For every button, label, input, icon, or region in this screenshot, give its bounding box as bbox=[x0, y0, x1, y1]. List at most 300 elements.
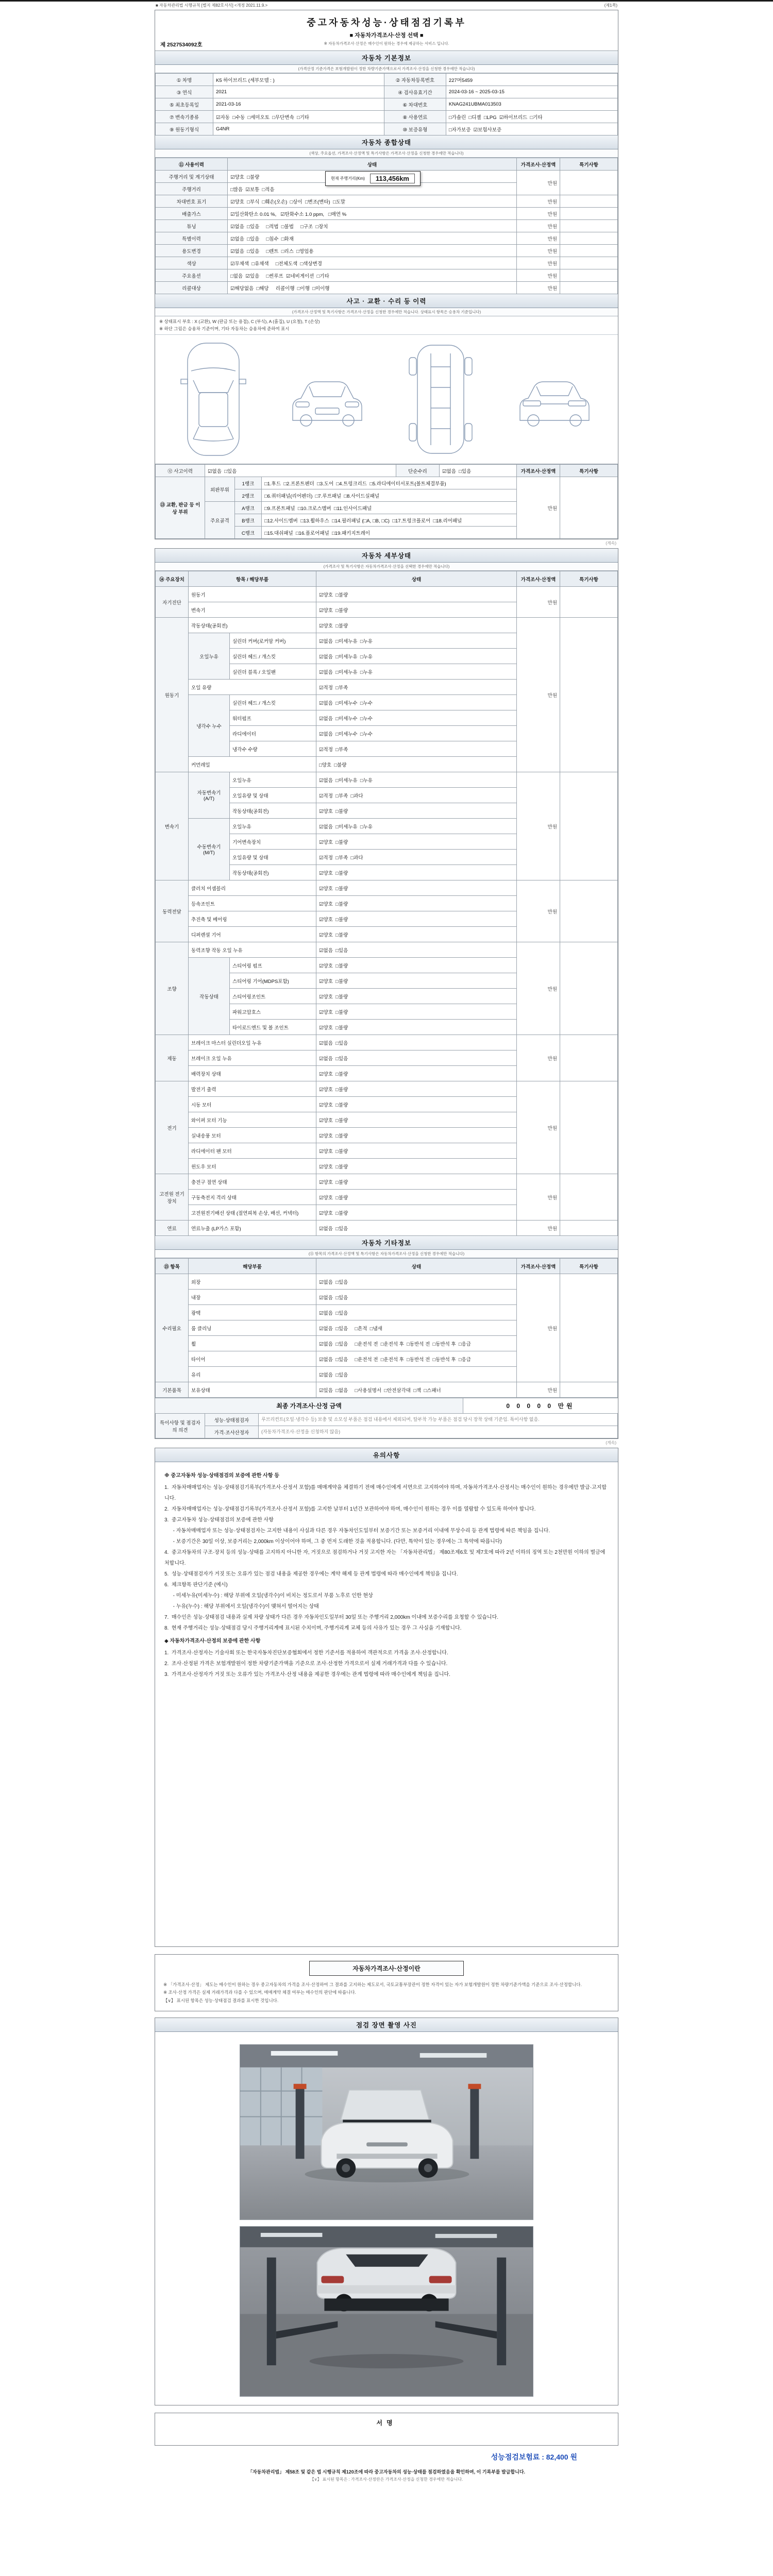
item-cell: 스티어링 펌프 bbox=[230, 958, 316, 973]
overall-row bbox=[156, 245, 618, 257]
other-table bbox=[155, 1258, 618, 1398]
state-cell: ☑양호 □불량 bbox=[316, 1097, 517, 1112]
notice-item: - 미세누유(미세누수) : 해당 부위에 오일(냉각수)이 비치는 정도로서 부품 노후로 인한 현상 bbox=[164, 1593, 373, 1599]
item-cell: 휠 bbox=[189, 1336, 316, 1351]
overall-row bbox=[156, 208, 618, 220]
state-cell: ☑해당없음 □해당 리콜이행 □이행 □미이행 bbox=[228, 282, 517, 294]
section-note-basic: (가격산정 기준가격은 보험개발원이 정한 차량기준가액으로서 가격조사·산정을 신청한 경우에만 적습니다) bbox=[155, 65, 618, 73]
note-cell bbox=[560, 1221, 618, 1236]
state-cell: ☑적정 □부족 □과다 bbox=[316, 850, 517, 865]
footer-line-1: 「자동차관리법」 제58조 및 같은 법 시행규칙 제120조에 따라 중고자동차의 성능·상태를 점검하였음을 확인하며, 이 기록부를 발급합니다. bbox=[247, 2469, 526, 2475]
item-cell: 실린더 커버(로커암 커버) bbox=[230, 633, 316, 649]
remarks-label: 특이사항 및 점검자의 의견 bbox=[156, 1414, 205, 1438]
device-cell: 원동기 bbox=[156, 618, 189, 772]
inspection-photo-1 bbox=[240, 2044, 533, 2220]
part-cell: 주요골격 bbox=[205, 502, 235, 539]
item-cell: 동력조향 작동 오일 누유 bbox=[189, 942, 316, 958]
col-price: 가격조사·산정액 bbox=[517, 158, 560, 171]
notice-item: 7. 매수인은 성능·상태점검 내용과 실제 차량 상태가 다른 경우 자동차인도일부터 30일 또는 주행거리 2,000km 이내에 보증수리를 요청할 수 있습니다. bbox=[164, 1615, 499, 1621]
item-cell: 스티어링 기어(MDPS포함) bbox=[230, 973, 316, 989]
note-cell bbox=[560, 1081, 618, 1174]
note-cell bbox=[560, 477, 618, 539]
field-value: ☑자동 □수동 □세미오토 □무단변속 □기타 bbox=[213, 111, 384, 123]
price-cell: 만원 bbox=[517, 942, 560, 1035]
item-cell: 오일누유 bbox=[230, 772, 316, 788]
device-item-row bbox=[156, 1174, 618, 1190]
note-cell bbox=[560, 587, 618, 618]
accident-history-state: ☑없음 □있음 bbox=[205, 465, 396, 477]
item-cell: 변속기 bbox=[189, 602, 316, 618]
item-label: 용도변경 bbox=[156, 245, 228, 257]
price-cell: 만원 bbox=[517, 477, 560, 539]
section-note-detail: (가격조사 및 특기사항은 자동차가격조사·산정을 선택한 경우에만 적습니다) bbox=[155, 563, 618, 571]
final-price-value bbox=[463, 1398, 618, 1413]
overall-header-row bbox=[156, 158, 618, 171]
state-cell: ☑없음 □미세누유 □누유 bbox=[316, 649, 517, 664]
section-title-accident: 사고 · 교환 · 수리 등 이력 bbox=[155, 294, 618, 308]
rank-items-cell: □12.사이드멤버 □13.휠하우스 □14.필러패널 (□A, □B, □C) □17.트렁크플로어 □18.리어패널 bbox=[262, 514, 517, 527]
notice-item: 3. 가격조사·산정자가 거짓 또는 오류가 있는 가격조사·산정 내용을 제공한 경우에는 관계 법령에 따라 매수인에게 책임을 집니다. bbox=[164, 1672, 450, 1678]
item-cell: 발전기 출력 bbox=[189, 1081, 316, 1097]
price-cell: 만원 bbox=[517, 171, 560, 195]
state-cell: ☑양호 □부식 □훼손(오손) □상이 □변조(변타) □도말 bbox=[228, 195, 517, 208]
state-cell: ☑양호 □불량 bbox=[316, 880, 517, 896]
item-cell: 작동상태(공회전) bbox=[230, 865, 316, 880]
section-note-accident: (가격조사·산정액 및 특기사항은 가격조사·산정을 신청한 경우에만 적습니다. 상태표시 항목은 승용차 기준입니다) bbox=[155, 308, 618, 316]
odometer-box bbox=[325, 171, 421, 186]
price-cell: 만원 bbox=[517, 1174, 560, 1221]
accident-note-header: 특기사항 bbox=[560, 465, 618, 477]
note-cell bbox=[560, 1382, 618, 1398]
item-cell: 시동 모터 bbox=[189, 1097, 316, 1112]
overall-row bbox=[156, 282, 618, 294]
overall-row bbox=[156, 232, 618, 245]
state-cell: ☑없음 □있음 □운전석 전 □운전석 후 □동반석 전 □동반석 후 □응급 bbox=[316, 1351, 517, 1367]
device-item-row bbox=[156, 942, 618, 958]
state-cell: ☑양호 □불량 bbox=[316, 865, 517, 880]
state-cell: ☑없음 □미세누유 □누유 bbox=[316, 819, 517, 834]
item-cell: 실내송풍 모터 bbox=[189, 1128, 316, 1143]
item-cell: 유리 bbox=[189, 1367, 316, 1382]
col-price: 가격조사·산정액 bbox=[517, 571, 560, 587]
state-cell: ☑양호 □불량 bbox=[316, 911, 517, 927]
state-cell: ☑양호 □불량 bbox=[316, 1190, 517, 1205]
state-cell: ☑없음 □있음 □렌트 □리스 □영업용 bbox=[228, 245, 517, 257]
note-cell bbox=[560, 220, 618, 232]
rank-cell: 1랭크 bbox=[235, 477, 262, 489]
col-note: 특기사항 bbox=[560, 571, 618, 587]
odometer-value: 113,456km bbox=[370, 174, 415, 183]
state-cell: ☑양호 □불량 bbox=[316, 958, 517, 973]
car-underbody-diagram bbox=[402, 340, 479, 459]
state-cell: ☑양호 □불량 bbox=[316, 1174, 517, 1190]
item-cell: 광택 bbox=[189, 1305, 316, 1320]
state-cell: ☑없음 □있음 bbox=[316, 1367, 517, 1382]
state-cell: ☑없음 □있음 bbox=[316, 1221, 517, 1236]
device-cell: 고전원 전기장치 bbox=[156, 1174, 189, 1221]
item-label: 튜닝 bbox=[156, 220, 228, 232]
state-cell: ☑양호 □불량 bbox=[316, 1112, 517, 1128]
car-top-view-diagram bbox=[175, 340, 252, 459]
field-label: ⑨ 원동기형식 bbox=[156, 123, 213, 135]
item-cell: 고전원전기배선 상태 (절연피복 손상, 배선, 커넥터) bbox=[189, 1205, 316, 1221]
item-cell: 오일누유 bbox=[230, 819, 316, 834]
signature-box bbox=[155, 2413, 618, 2446]
price-cell: 만원 bbox=[517, 1382, 560, 1398]
inspector-remarks: 루브리컨트(오일·냉각수 등) 보충 및 소모성 부품은 점검 내용에서 제외되며, 탈부착 가능 부품은 점검 당시 장착 상태 기준임. 특이사항 없음. bbox=[259, 1414, 618, 1426]
note-cell bbox=[560, 269, 618, 282]
item-label: 리콜대상 bbox=[156, 282, 228, 294]
final-price-label: 최종 가격조사·산정 금액 bbox=[155, 1398, 463, 1413]
item-cell: 배력장치 상태 bbox=[189, 1066, 316, 1081]
table-header-row bbox=[156, 1259, 618, 1274]
state-cell: ☑없음 □있음 bbox=[316, 1035, 517, 1050]
device-item-row bbox=[156, 1382, 618, 1398]
item-cell: 윈도우 모터 bbox=[189, 1159, 316, 1174]
device-item-row bbox=[156, 772, 618, 788]
notice-section-heading: ※ 중고자동차 성능·상태점검의 보증에 관한 사항 등 bbox=[164, 1473, 279, 1479]
field-label: ④ 검사유효기간 bbox=[384, 86, 446, 98]
state-cell: ☑양호 □불량 bbox=[316, 1020, 517, 1035]
state-cell: ☑양호 □불량 bbox=[316, 587, 517, 602]
state-cell: ☑없음 □미세누유 □누유 bbox=[316, 772, 517, 788]
device-item-row bbox=[156, 1035, 618, 1050]
document-header bbox=[155, 10, 618, 51]
state-cell: □양호 □불량 bbox=[316, 757, 517, 772]
col-item: 항목 / 해당부품 bbox=[189, 571, 316, 587]
simple-repair-label: 단순수리 bbox=[396, 465, 440, 477]
section-title-basic: 자동차 기본정보 bbox=[155, 51, 618, 65]
item-cell: 추진축 및 베어링 bbox=[189, 911, 316, 927]
device-cell: 자기진단 bbox=[156, 587, 189, 618]
overall-row bbox=[156, 220, 618, 232]
item-cell: 오일 유량 bbox=[189, 680, 316, 695]
state-cell: ☑양호 □불량 bbox=[316, 1081, 517, 1097]
form-reference-note: ■ 자동차관리법 시행규칙 [별지 제82호서식] <개정 2021.11.9.> bbox=[156, 3, 268, 8]
document bbox=[155, 2, 618, 2482]
photos-body bbox=[155, 2032, 618, 2405]
state-cell: ☑양호 □불량 bbox=[316, 1159, 517, 1174]
col-device: ⑪ 사용이력 bbox=[156, 158, 228, 171]
form-meta-row bbox=[155, 2, 618, 10]
basic-row bbox=[156, 111, 618, 123]
col-state: 상태 bbox=[316, 571, 517, 587]
item-cell: 워터펌프 bbox=[230, 710, 316, 726]
notice-item: 8. 현재 주행거리는 성능·상태점검 당시 주행거리계에 표시된 수치이며, 주행거리계 교체 등의 사유가 있는 경우 그 사실을 기재합니다. bbox=[164, 1625, 462, 1632]
device-item-row bbox=[156, 1081, 618, 1097]
device-cell: 변속기 bbox=[156, 772, 189, 880]
fee-label: 성능점검보험료 : bbox=[491, 2452, 544, 2461]
state-cell: ☑양호 □불량 bbox=[316, 989, 517, 1004]
state-cell: ☑있음 □없음 □사용설명서 □안전삼각대 □잭 □스패너 bbox=[316, 1382, 517, 1398]
device-item-row bbox=[156, 880, 618, 896]
state-cell: ☑양호 □불량 bbox=[316, 834, 517, 850]
notice-item: 2. 조사·산정된 가격은 보험개발원이 정한 차량기준가액을 기준으로 조사·산정한 가격으로서 실제 거래가격과 다를 수 있습니다. bbox=[164, 1661, 448, 1667]
field-label: ⑧ 사용연료 bbox=[384, 111, 446, 123]
state-cell: ☑없음 □미세누유 □누유 bbox=[316, 633, 517, 649]
rank-cell: B랭크 bbox=[235, 514, 262, 527]
item-cell: 원동기 bbox=[189, 587, 316, 602]
device-item-row bbox=[156, 1274, 618, 1290]
basic-row bbox=[156, 123, 618, 135]
legend-line-2: ※ 하단 그림은 승용차 기준이며, 기타 자동차는 승용차에 준하여 표시 bbox=[159, 326, 290, 331]
device-cell: 제동 bbox=[156, 1035, 189, 1081]
notice-item: 6. 체크항목 판단기준 (예시) bbox=[164, 1582, 228, 1588]
item-cell: 라디에이터 팬 모터 bbox=[189, 1143, 316, 1159]
notice-item: 1. 가격조사·산정자는 기술사회 또는 한국자동차진단보증협회에서 정한 기준서를 적용하여 객관적으로 가격을 조사·산정합니다. bbox=[164, 1650, 448, 1656]
detail-table bbox=[155, 571, 618, 1236]
field-label: ⑩ 보증유형 bbox=[384, 123, 446, 135]
item-cell: 기어변속장치 bbox=[230, 834, 316, 850]
device-cell: 전기 bbox=[156, 1081, 189, 1174]
price-info-section bbox=[155, 1955, 618, 2011]
field-value: K5 하이브리드 (세부모델 : ) bbox=[213, 74, 384, 86]
overall-row bbox=[156, 195, 618, 208]
basic-table bbox=[155, 73, 618, 135]
item-cell: 구동축전지 격리 상태 bbox=[189, 1190, 316, 1205]
price-cell: 만원 bbox=[517, 1221, 560, 1236]
item-cell: 와이퍼 모터 기능 bbox=[189, 1112, 316, 1128]
note-cell bbox=[560, 618, 618, 772]
state-cell: ☑없음 □있음 bbox=[316, 1290, 517, 1305]
item-cell: 작동상태(공회전) bbox=[189, 618, 316, 633]
state-cell: ☑없음 □있음 bbox=[316, 1274, 517, 1290]
device-cell: 동력전달 bbox=[156, 880, 189, 942]
rank-cell: 2랭크 bbox=[235, 489, 262, 502]
note-cell bbox=[560, 232, 618, 245]
field-value: □가솔린 □디젤 □LPG ☑하이브리드 □기타 bbox=[446, 111, 617, 123]
section-note-overall: (색상, 주요옵션, 가격조사·산정액 및 특기사항은 가격조사·산정을 신청한 경우에만 적습니다) bbox=[155, 149, 618, 158]
state-cell: ☑양호 □불량 bbox=[228, 171, 517, 183]
item-cell: 등속조인트 bbox=[189, 896, 316, 911]
item-label: 차대번호 표기 bbox=[156, 195, 228, 208]
subgroup-cell: 자동변속기 (A/T) bbox=[189, 772, 230, 819]
price-cell: 만원 bbox=[517, 618, 560, 772]
state-cell: ☑적정 □부족 □과다 bbox=[316, 788, 517, 803]
state-cell: ☑없음 □있음 bbox=[316, 1050, 517, 1066]
item-cell: 커먼레일 bbox=[189, 757, 316, 772]
state-cell: ☑적정 □부족 bbox=[316, 680, 517, 695]
state-cell: ☑양호 □불량 bbox=[316, 1128, 517, 1143]
price-cell: 만원 bbox=[517, 208, 560, 220]
device-item-row bbox=[156, 1221, 618, 1236]
field-label: ⑥ 차대번호 bbox=[384, 98, 446, 111]
rank-cell: A랭크 bbox=[235, 502, 262, 514]
item-cell: 라디에이터 bbox=[230, 726, 316, 741]
device-cell: 기본품목 bbox=[156, 1382, 189, 1398]
state-cell: ☑없음 □미세누유 □누유 bbox=[316, 664, 517, 680]
item-cell: 파워고압호스 bbox=[230, 1004, 316, 1020]
inspector-label: 성능·상태점검자 bbox=[205, 1414, 259, 1426]
item-cell: 스티어링조인트 bbox=[230, 989, 316, 1004]
device-cell: 연료 bbox=[156, 1221, 189, 1236]
subgroup-cell: 냉각수 누수 bbox=[189, 695, 230, 757]
field-label: ② 자동차등록번호 bbox=[384, 74, 446, 86]
device-cell: 수리필요 bbox=[156, 1274, 189, 1382]
price-cell: 만원 bbox=[517, 772, 560, 880]
item-cell: 브레이크 마스터 실린더오일 누유 bbox=[189, 1035, 316, 1050]
table-header-row bbox=[156, 571, 618, 587]
device-item-row bbox=[156, 618, 618, 633]
item-label: 주요옵션 bbox=[156, 269, 228, 282]
remarks-row-inspector bbox=[156, 1414, 618, 1426]
price-cell: 만원 bbox=[517, 232, 560, 245]
price-cell: 만원 bbox=[517, 257, 560, 269]
item-label: 색상 bbox=[156, 257, 228, 269]
state-cell: ☑일산화탄소 0.01 %, ☑탄화수소 1.0 ppm, □매연 % bbox=[228, 208, 517, 220]
section-title-notice: 유의사항 bbox=[155, 1448, 618, 1462]
note-cell bbox=[560, 1035, 618, 1081]
state-cell: ☑적정 □부족 bbox=[316, 741, 517, 757]
overall-row bbox=[156, 269, 618, 282]
price-cell: 만원 bbox=[517, 195, 560, 208]
legend-line-1: ※ 상태표시 부호 : X (교환), W (판금 또는 용접), C (부식), A (흠집), U (요철), T (손상) bbox=[159, 319, 320, 324]
state-cell: □없음 ☑있음 □썬루프 ☑네비게이션 □기타 bbox=[228, 269, 517, 282]
basic-row bbox=[156, 74, 618, 86]
notice-item: 4. 중고자동차의 구조·장치 등의 성능·상태를 고지하지 아니한 자, 거짓으로 점검하거나 거짓 고지한 자는 「자동차관리법」 제80조제6호 및 제7호에 따라 2년 이하의 징역 또는 2천만원 이하의 벌금에 처합니다. bbox=[164, 1550, 607, 1567]
field-label: ⑤ 최초등록일 bbox=[156, 98, 213, 111]
col-item: 해당부품 bbox=[189, 1259, 316, 1274]
price-info-line: ※ 조사·산정 가격은 실제 거래가격과 다를 수 있으며, 매매계약 체결 여부는 매수인의 판단에 따릅니다. bbox=[163, 1990, 356, 1995]
section-note-other: (⑮ 항목의 가격조사·산정액 및 특기사항은 자동차가격조사·산정을 신청한 경우에만 적습니다) bbox=[155, 1250, 618, 1258]
field-label: ③ 연식 bbox=[156, 86, 213, 98]
rank-cell: C랭크 bbox=[235, 527, 262, 539]
notice-body bbox=[155, 1462, 618, 1946]
field-value: G4NR bbox=[213, 123, 384, 135]
state-cell: ☑없음 □있음 □침수 □화재 bbox=[228, 232, 517, 245]
section-title-other: 자동차 기타정보 bbox=[155, 1236, 618, 1250]
rank-items-cell: □9.프론트패널 □10.크로스멤버 □11.인사이드패널 bbox=[262, 502, 517, 514]
car-front-view-diagram bbox=[283, 371, 371, 428]
notice-item: 3. 중고자동차 성능·상태점검의 보증에 관한 사항 bbox=[164, 1517, 274, 1523]
item-cell: 오일유량 및 상태 bbox=[230, 788, 316, 803]
field-label: ⑦ 변속기종류 bbox=[156, 111, 213, 123]
item-cell: 작동상태(공회전) bbox=[230, 803, 316, 819]
state-cell: ☑없음 □있음 □운전석 전 □운전석 후 □동반석 전 □동반석 후 □응급 bbox=[316, 1336, 517, 1351]
state-cell: ☑없음 □미세누수 □누수 bbox=[316, 726, 517, 741]
footer-line-2: 【∨】 표시된 항목은 : 가격조사·산정란은 가격조사·산정을 신청한 경우에만 적습니다. bbox=[310, 2477, 463, 2482]
col-device: ⑮ 항목 bbox=[156, 1259, 189, 1274]
car-rear-view-diagram bbox=[511, 371, 598, 428]
state-cell: ☑양호 □불량 bbox=[316, 1066, 517, 1081]
item-cell: 충전구 절연 상태 bbox=[189, 1174, 316, 1190]
state-cell: ☑없음 □있음 bbox=[316, 942, 517, 958]
price-cell: 만원 bbox=[517, 220, 560, 232]
state-cell: ☑양호 □불량 bbox=[316, 602, 517, 618]
document-number: 제 2527534092호 bbox=[160, 42, 203, 48]
note-cell bbox=[560, 195, 618, 208]
item-cell: 디퍼렌셜 기어 bbox=[189, 927, 316, 942]
state-cell: ☑양호 □불량 bbox=[316, 1004, 517, 1020]
device-item-row bbox=[156, 587, 618, 602]
exchange-row bbox=[156, 477, 618, 489]
block-notice bbox=[155, 1448, 618, 1947]
section-title-photos: 점검 장면 촬영 사진 bbox=[155, 2018, 618, 2032]
note-cell bbox=[560, 1274, 618, 1382]
item-label: 주행거리 bbox=[156, 183, 228, 195]
price-cell: 만원 bbox=[517, 1035, 560, 1081]
inspection-photo-2 bbox=[240, 2226, 533, 2397]
price-cell: 만원 bbox=[517, 282, 560, 294]
basic-row bbox=[156, 86, 618, 98]
fee-value: 82,400 원 bbox=[546, 2452, 577, 2461]
car-diagrams bbox=[155, 335, 618, 464]
item-label: 주행거리 및 계기상태 bbox=[156, 171, 228, 183]
field-value: 227머5459 bbox=[446, 74, 617, 86]
price-cell: 만원 bbox=[517, 1274, 560, 1382]
note-cell bbox=[560, 880, 618, 942]
state-cell: ☑양호 □불량 bbox=[316, 1205, 517, 1221]
subgroup-cell: 작동상태 bbox=[189, 958, 230, 1035]
state-cell: ☑양호 □불량 bbox=[316, 927, 517, 942]
item-cell: 타이로드엔드 및 볼 조인트 bbox=[230, 1020, 316, 1035]
accident-history-table bbox=[155, 464, 618, 477]
simple-repair-state: ☑없음 □있음 bbox=[440, 465, 517, 477]
overall-row bbox=[156, 257, 618, 269]
note-cell bbox=[560, 942, 618, 1035]
notice-item: 1. 자동차매매업자는 성능·상태점검기록부(가격조사·산정서 포함)를 매매계약을 체결하기 전에 매수인에게 서면으로 고지하여야 하며, 자동차가격조사·산정서는 매수인이 원하는 경우에만 발급·고지합니다. bbox=[164, 1485, 607, 1502]
device-cell: 조향 bbox=[156, 942, 189, 1035]
status-code-legend bbox=[155, 316, 618, 335]
inspection-insurance-fee bbox=[155, 2452, 618, 2462]
note-cell bbox=[560, 208, 618, 220]
remarks-table bbox=[155, 1413, 618, 1438]
notice-item: - 누유(누수) : 해당 부위에서 오일(냉각수)이 맺혀서 떨어지는 상태 bbox=[164, 1604, 319, 1610]
item-cell: 외장 bbox=[189, 1274, 316, 1290]
note-cell bbox=[560, 171, 618, 195]
col-state: 상태 bbox=[316, 1259, 517, 1274]
document-subnote: ※ 자동차가격조사·산정은 매수인이 원하는 경우에 제공하는 서비스 입니다. bbox=[324, 41, 449, 46]
document-title: 중고자동차성능·상태점검기록부 bbox=[307, 18, 466, 28]
state-cell: ☑양호 □불량 bbox=[316, 973, 517, 989]
part-cell: 외판부위 bbox=[205, 477, 235, 502]
item-cell: 오일유량 및 상태 bbox=[230, 850, 316, 865]
price-info-line: ※ 「가격조사·산정」 제도는 매수인이 원하는 경우 중고자동차의 가격을 조사·산정하여 그 결과를 고지하는 제도로서, 국토교통부장관이 정한 자격이 있는 자가 보험개발원이 정한 차량기준가액을 기준으로 조사·산정합니다. bbox=[163, 1982, 582, 1988]
state-cell: ☑없음 □미세누수 □누수 bbox=[316, 710, 517, 726]
field-value: KNAG241UBMA013503 bbox=[446, 98, 617, 111]
price-cell: 만원 bbox=[517, 245, 560, 257]
state-cell: ☑없음 □있음 □적법 □불법 □구조 □장치 bbox=[228, 220, 517, 232]
state-cell: ☑없음 □미세누수 □누수 bbox=[316, 695, 517, 710]
price-cell: 만원 bbox=[517, 1081, 560, 1174]
field-value: 2021-03-16 bbox=[213, 98, 384, 111]
field-value: 2024-03-16 ~ 2025-03-15 bbox=[446, 86, 617, 98]
item-label: 배출가스 bbox=[156, 208, 228, 220]
block-price-info bbox=[155, 1954, 618, 2011]
price-cell: 만원 bbox=[517, 587, 560, 618]
item-cell: 실린더 헤드 / 개스킷 bbox=[230, 695, 316, 710]
state-cell: ☑양호 □불량 bbox=[316, 803, 517, 819]
section-title-detail: 자동차 세부상태 bbox=[155, 549, 618, 563]
basic-row bbox=[156, 98, 618, 111]
exchange-label-cell: ⑬ 교환, 판금 등 이상 부위 bbox=[156, 477, 205, 539]
field-value: 2021 bbox=[213, 86, 384, 98]
item-label: 특별이력 bbox=[156, 232, 228, 245]
note-cell bbox=[560, 282, 618, 294]
notice-item: 5. 성능·상태점검자가 거짓 또는 오류가 있는 점검 내용을 제공한 경우에는 계약 해제 등 관계 법령에 따라 매수인에게 책임을 집니다. bbox=[164, 1571, 458, 1578]
overall-section bbox=[155, 158, 618, 294]
field-value: □자가보증 ☑보험사보증 bbox=[446, 123, 617, 135]
notice-item: - 보증기간은 30일 이상, 보증거리는 2,000km 이상이어야 하며, 그 중 먼저 도래한 것을 적용합니다. (다만, 특약이 있는 경우에는 그 특약에 따릅니다) bbox=[164, 1539, 502, 1545]
col-note: 특기사항 bbox=[560, 158, 618, 171]
item-cell: 실린더 헤드 / 개스킷 bbox=[230, 649, 316, 664]
item-cell: 보유상태 bbox=[189, 1382, 316, 1398]
notice-section-heading: ◆ 자동차가격조사·산정의 보증에 관한 사항 bbox=[164, 1638, 261, 1645]
col-price: 가격조사·산정액 bbox=[517, 1259, 560, 1274]
block-photos bbox=[155, 2018, 618, 2405]
item-cell: 타이어 bbox=[189, 1351, 316, 1367]
odometer-label: 현재 주행거리(Km) bbox=[331, 176, 365, 181]
